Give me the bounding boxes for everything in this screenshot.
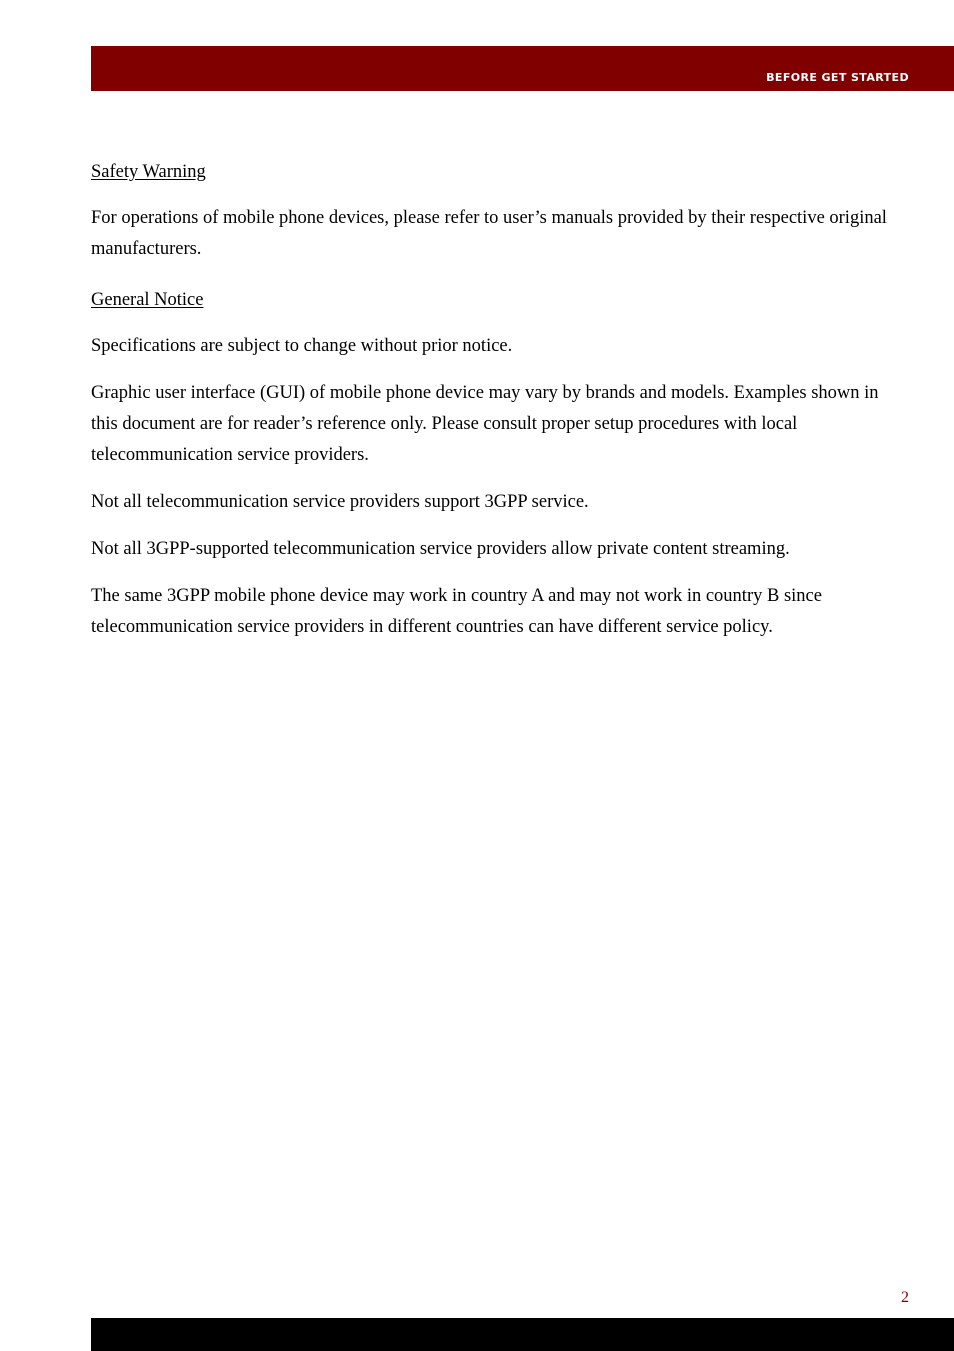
notice-paragraph: The same 3GPP mobile phone device may work in country A and may not work in country B since telecommunication service providers in different countries can have different service policy. bbox=[91, 586, 822, 637]
header-title: BEFORE GET STARTED bbox=[766, 71, 909, 84]
footer-bar bbox=[91, 1318, 954, 1351]
header-bar bbox=[91, 46, 954, 91]
safety-warning-paragraph: For operations of mobile phone devices, please refer to user’s manuals provided by their respective original manufacturers. bbox=[91, 208, 887, 259]
page-number: 2 bbox=[901, 1289, 909, 1306]
notice-paragraph: Graphic user interface (GUI) of mobile phone device may vary by brands and models. Examples shown in this document are for reader’s reference only. Please consult proper setup procedures with local telecommunication service providers. bbox=[91, 383, 879, 465]
general-notice-heading: General Notice bbox=[91, 290, 204, 310]
notice-paragraph: Not all telecommunication service providers support 3GPP service. bbox=[91, 492, 589, 512]
notice-paragraph: Specifications are subject to change without prior notice. bbox=[91, 336, 513, 356]
document-body bbox=[91, 157, 901, 659]
notice-paragraph: Not all 3GPP-supported telecommunication service providers allow private content streaming. bbox=[91, 539, 790, 559]
safety-warning-heading: Safety Warning bbox=[91, 162, 206, 182]
safety-warning-section bbox=[91, 157, 901, 265]
general-notice-section bbox=[91, 285, 901, 643]
